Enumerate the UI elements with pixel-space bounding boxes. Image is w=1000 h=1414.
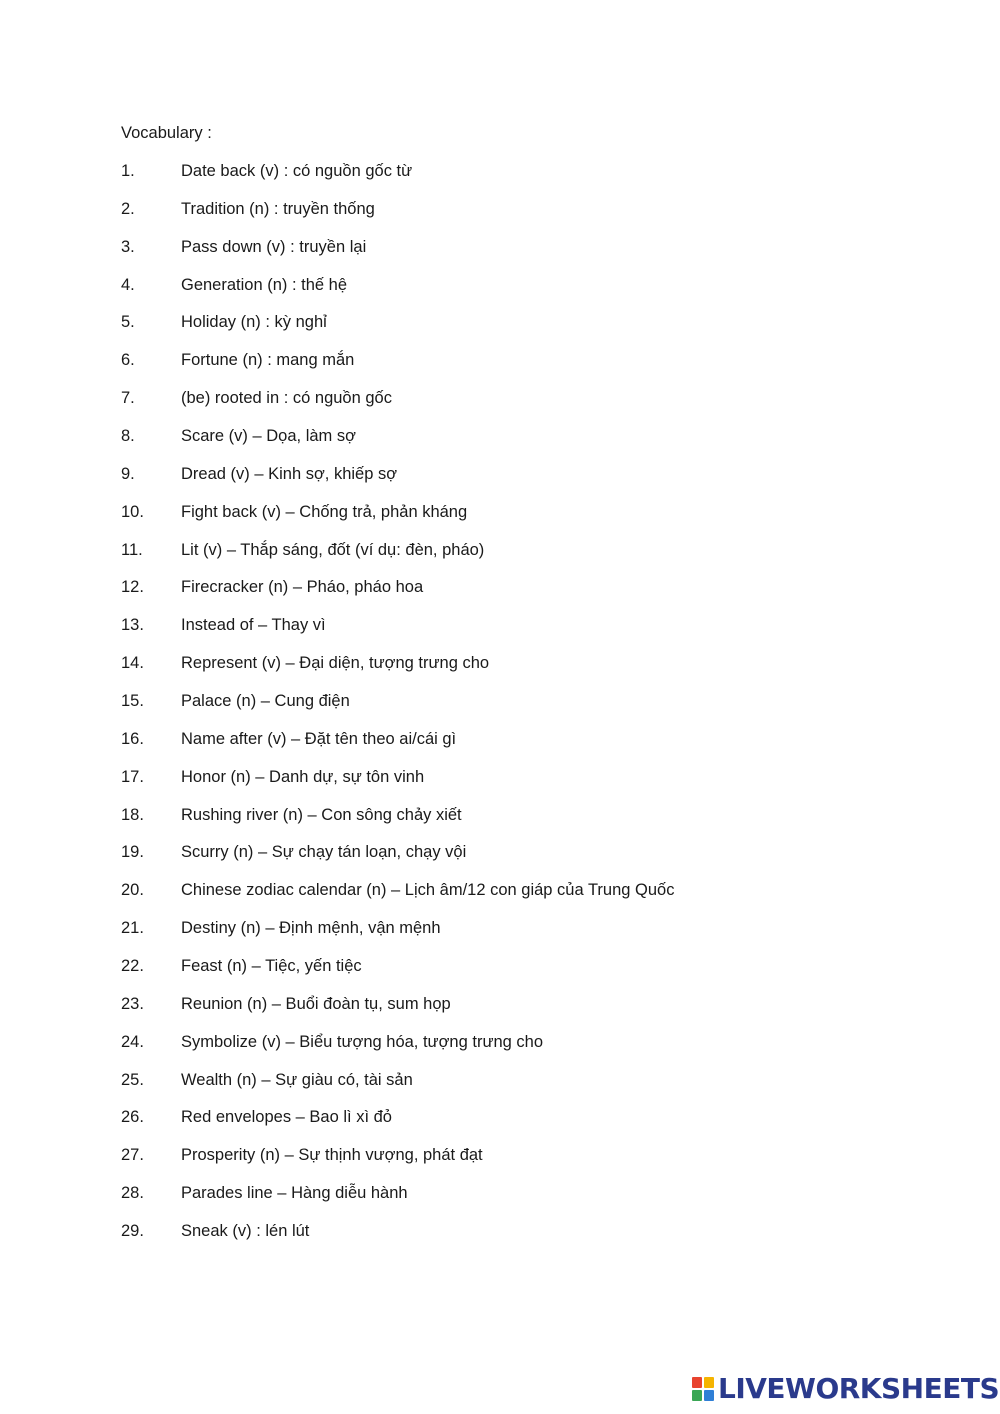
liveworksheets-logo-icon — [692, 1377, 714, 1401]
vocabulary-entry: Parades line – Hàng diễu hành — [181, 1184, 408, 1203]
logo-square — [692, 1377, 702, 1388]
vocabulary-entry: Represent (v) – Đại diện, tượng trưng cho — [181, 654, 490, 673]
vocabulary-entry: Generation (n) : thế hệ — [181, 275, 348, 294]
vocabulary-entry: Red envelopes – Bao lì xì đỏ — [181, 1108, 392, 1127]
list-item — [121, 955, 674, 993]
vocabulary-entry: Sneak (v) : lén lút — [181, 1222, 310, 1241]
vocabulary-entry: Holiday (n) : kỳ nghỉ — [181, 313, 327, 332]
item-number: 29. — [121, 1222, 144, 1241]
vocabulary-entry: Reunion (n) – Buổi đoàn tụ, sum họp — [181, 994, 451, 1013]
item-number: 20. — [121, 881, 144, 900]
item-number: 9. — [121, 464, 135, 483]
item-number: 24. — [121, 1032, 144, 1051]
vocabulary-entry: Scurry (n) – Sự chạy tán loạn, chạy vội — [181, 843, 467, 862]
vocabulary-entry: Prosperity (n) – Sự thịnh vượng, phát đạt — [181, 1146, 483, 1165]
list-item — [121, 879, 674, 917]
item-number: 3. — [121, 237, 135, 256]
list-item — [121, 1069, 674, 1107]
item-number: 13. — [121, 616, 144, 635]
list-item — [121, 766, 674, 804]
item-number: 5. — [121, 313, 135, 332]
vocabulary-entry: Feast (n) – Tiệc, yến tiệc — [181, 957, 362, 976]
list-item — [121, 387, 674, 425]
list-item — [121, 501, 674, 539]
logo-square — [704, 1377, 714, 1388]
item-number: 4. — [121, 275, 135, 294]
item-number: 10. — [121, 502, 144, 521]
item-number: 27. — [121, 1146, 144, 1165]
item-number: 1. — [121, 162, 135, 180]
vocabulary-entry: Firecracker (n) – Pháo, pháo hoa — [181, 578, 424, 597]
list-item — [121, 1106, 674, 1144]
vocabulary-entry: Wealth (n) – Sự giàu có, tài sản — [181, 1070, 413, 1089]
item-number: 28. — [121, 1184, 144, 1203]
vocabulary-entry: Symbolize (v) – Biểu tượng hóa, tượng trưng cho — [181, 1032, 544, 1051]
vocabulary-entry: Pass down (v) : truyền lại — [181, 237, 367, 256]
vocabulary-entry: (be) rooted in : có nguồn gốc — [181, 389, 392, 408]
vocabulary-entry: Lit (v) – Thắp sáng, đốt (ví dụ: đèn, pháo) — [181, 540, 485, 559]
list-item — [121, 728, 674, 766]
list-item — [121, 614, 674, 652]
list-item — [121, 198, 674, 236]
list-item — [121, 1031, 674, 1069]
liveworksheets-brand[interactable] — [692, 1372, 999, 1406]
list-item — [121, 993, 674, 1031]
item-number: 18. — [121, 805, 144, 824]
item-number: 12. — [121, 578, 144, 597]
list-item — [121, 804, 674, 842]
list-item — [121, 539, 674, 577]
item-number: 17. — [121, 767, 144, 786]
list-item — [121, 425, 674, 463]
item-number: 21. — [121, 919, 144, 938]
list-item — [121, 690, 674, 728]
vocabulary-entry: Instead of – Thay vì — [181, 616, 326, 635]
list-item — [121, 349, 674, 387]
logo-square — [704, 1390, 714, 1401]
vocabulary-entry: Dread (v) – Kinh sợ, khiếp sợ — [181, 464, 398, 483]
vocabulary-entry: Rushing river (n) – Con sông chảy xiết — [181, 805, 462, 824]
item-number: 26. — [121, 1108, 144, 1127]
vocabulary-entry: Fortune (n) : mang mắn — [181, 351, 355, 370]
vocabulary-entry: Fight back (v) – Chống trả, phản kháng — [181, 502, 468, 521]
item-number: 25. — [121, 1070, 144, 1089]
item-number: 22. — [121, 957, 144, 976]
item-number: 2. — [121, 199, 135, 218]
item-number: 16. — [121, 729, 144, 748]
list-item — [121, 1182, 674, 1220]
brand-name: LIVEWORKSHEETS — [718, 1372, 1000, 1405]
vocabulary-entry: Destiny (n) – Định mệnh, vận mệnh — [181, 919, 441, 938]
vocabulary-entry: Honor (n) – Danh dự, sự tôn vinh — [181, 767, 425, 786]
list-item — [121, 236, 674, 274]
item-number: 19. — [121, 843, 144, 862]
vocabulary-list — [121, 160, 674, 1258]
vocabulary-entry: Chinese zodiac calendar (n) – Lịch âm/12 con giáp của Trung Quốc — [181, 881, 675, 900]
list-item — [121, 274, 674, 312]
list-item — [121, 1220, 674, 1258]
vocabulary-entry: Name after (v) – Đặt tên theo ai/cái gì — [181, 729, 457, 748]
item-number: 23. — [121, 994, 144, 1013]
item-number: 8. — [121, 427, 135, 446]
logo-square — [692, 1390, 702, 1401]
list-item — [121, 1144, 674, 1182]
list-item — [121, 576, 674, 614]
page-title: Vocabulary : — [121, 124, 212, 142]
list-item — [121, 652, 674, 690]
vocabulary-entry: Tradition (n) : truyền thống — [181, 199, 375, 218]
item-number: 6. — [121, 351, 135, 370]
item-number: 14. — [121, 654, 144, 673]
item-number: 15. — [121, 692, 144, 711]
list-item — [121, 841, 674, 879]
vocabulary-entry: Scare (v) – Dọa, làm sợ — [181, 427, 356, 446]
vocabulary-entry: Palace (n) – Cung điện — [181, 692, 350, 711]
list-item — [121, 463, 674, 501]
list-item — [121, 917, 674, 955]
item-number: 7. — [121, 389, 135, 408]
list-item — [121, 311, 674, 349]
vocabulary-entry: Date back (v) : có nguồn gốc từ — [181, 162, 413, 180]
item-number: 11. — [121, 540, 143, 559]
list-item — [121, 160, 674, 198]
